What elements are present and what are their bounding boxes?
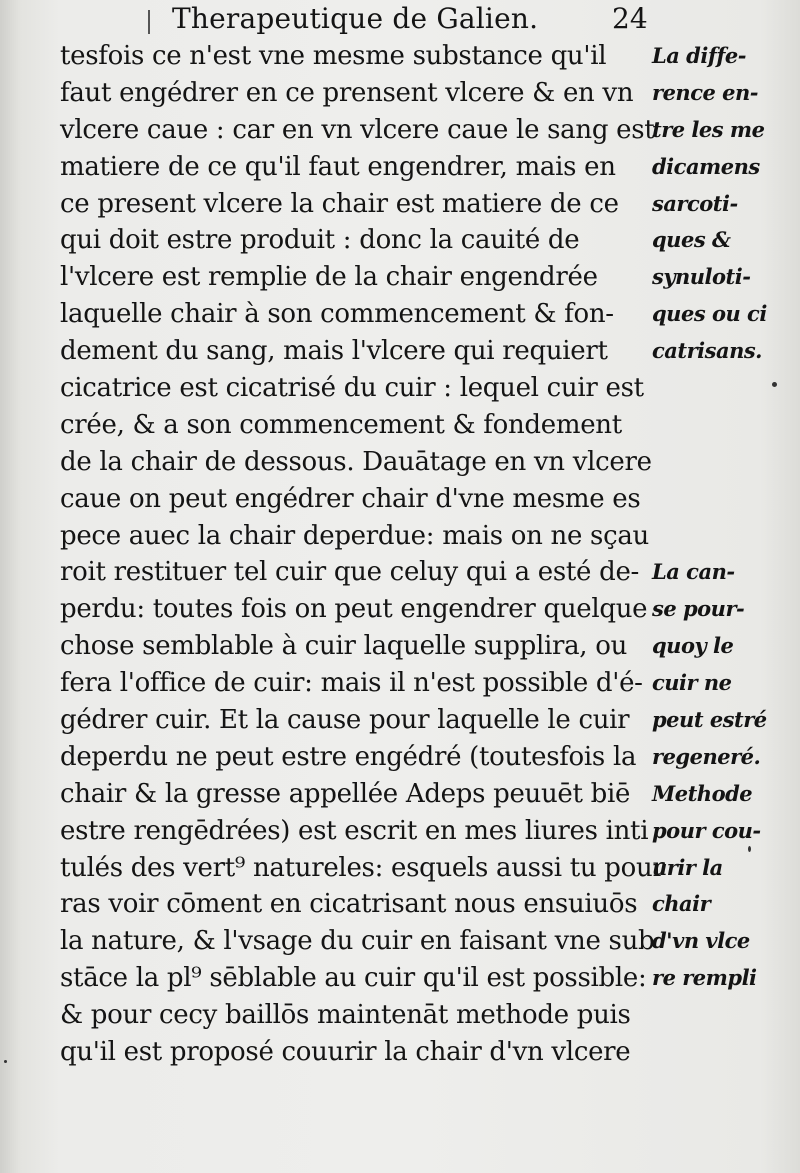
text-line: vlcere caue : car en vn vlcere caue le sang est [60,114,655,145]
ink-speck [4,1060,7,1063]
text-line: ce present vlcere la chair est matiere de ce [60,188,619,219]
text-line: crée, & a son commencement & fondement [60,409,622,440]
margin-note-line: Methode [652,780,753,806]
text-line: roit restituer tel cuir que celuy qui a esté de- [60,557,640,588]
margin-note-line: dicamens [652,153,760,179]
margin-note-line [652,370,798,407]
page-header [0,2,800,38]
text-line: deperdu ne peut estre engédré (toutesfois la [60,741,637,772]
text-line: la nature, & l'vsage du cuir en faisant vne sub [60,926,655,957]
margin-note-line: La diffe- [652,43,746,68]
margin-note-line: pour cou- [652,817,761,843]
margin-note-line: La can- [652,559,735,585]
text-line: ras voir cōment en cicatrisant nous ensuiuōs [60,889,638,920]
margin-note-line: rence en- [652,79,758,105]
margin-note-line: urir la [652,854,723,880]
text-line: gédrer cuir. Et la cause pour laquelle le cuir [60,705,630,736]
text-line: laquelle chair à son commencement & fon- [60,299,614,330]
margin-note-line: d'vn vlce [652,928,750,954]
text-line: stāce la pl⁹ sēblable au cuir qu'il est possible: [60,963,647,994]
margin-note-line: tre les me [652,116,765,142]
text-line: perdu: toutes fois on peut engendrer quelque [60,594,648,625]
margin-note-line: ques ou ci [652,301,767,327]
text-line: pece auec la chair deperdue: mais on ne sçau [60,520,649,551]
margin-note-line: synuloti- [652,264,751,290]
margin-note-line [652,444,798,481]
header-mark [148,10,150,34]
text-line: chair & la gresse appellée Adeps peuuēt biē [60,778,631,809]
text-line: estre rengēdrées) est escrit en mes liures inti [60,815,649,846]
text-line: l'vlcere est remplie de la chair engendrée [60,262,598,293]
margin-note-line [652,518,798,555]
marginal-notes [652,38,798,997]
margin-note-line: chair [652,891,711,917]
running-title: Therapeutique de Galien. [172,2,539,35]
margin-note-line: catrisans. [652,338,762,364]
text-line: tesfois ce n'est vne mesme substance qu'il [60,41,607,71]
margin-note-line: se pour- [652,596,745,622]
ink-speck [772,382,777,387]
margin-note-line: cuir ne [652,670,732,696]
text-line: caue on peut engédrer chair d'vne mesme es [60,483,641,514]
text-line: fera l'office de cuir: mais il n'est possible d'é- [60,668,643,699]
margin-note-line: quoy le [652,633,734,659]
margin-note-line: re rempli [652,965,757,991]
margin-note-line: sarcoti- [652,190,738,216]
margin-note-line: peut estré [652,707,767,733]
margin-note-line [652,481,798,518]
text-line: dement du sang, mais l'vlcere qui requiert [60,336,608,367]
text-line: tulés des vert⁹ natureles: esquels aussi tu pour [60,852,665,883]
text-line: de la chair de dessous. Dauātage en vn vlcere [60,446,652,477]
page-number: 24 [612,2,648,35]
main-text-block [60,38,665,1071]
margin-note-line: ques & [652,227,731,253]
text-line: chose semblable à cuir laquelle supplira, ou [60,631,628,662]
margin-note-line: regeneré. [652,743,761,769]
margin-note-line [652,407,798,444]
text-line: cicatrice est cicatrisé du cuir : lequel cuir est [60,373,644,404]
text-line: qui doit estre produit : donc la cauité de [60,225,580,256]
text-line: faut engédrer en ce prensent vlcere & en vn [60,77,634,108]
text-line: qu'il est proposé couurir la chair d'vn vlcere [60,1037,631,1068]
ink-speck [748,846,751,852]
text-line: matiere de ce qu'il faut engendrer, mais en [60,151,616,182]
text-line: & pour cecy baillōs maintenāt methode puis [60,1000,631,1031]
